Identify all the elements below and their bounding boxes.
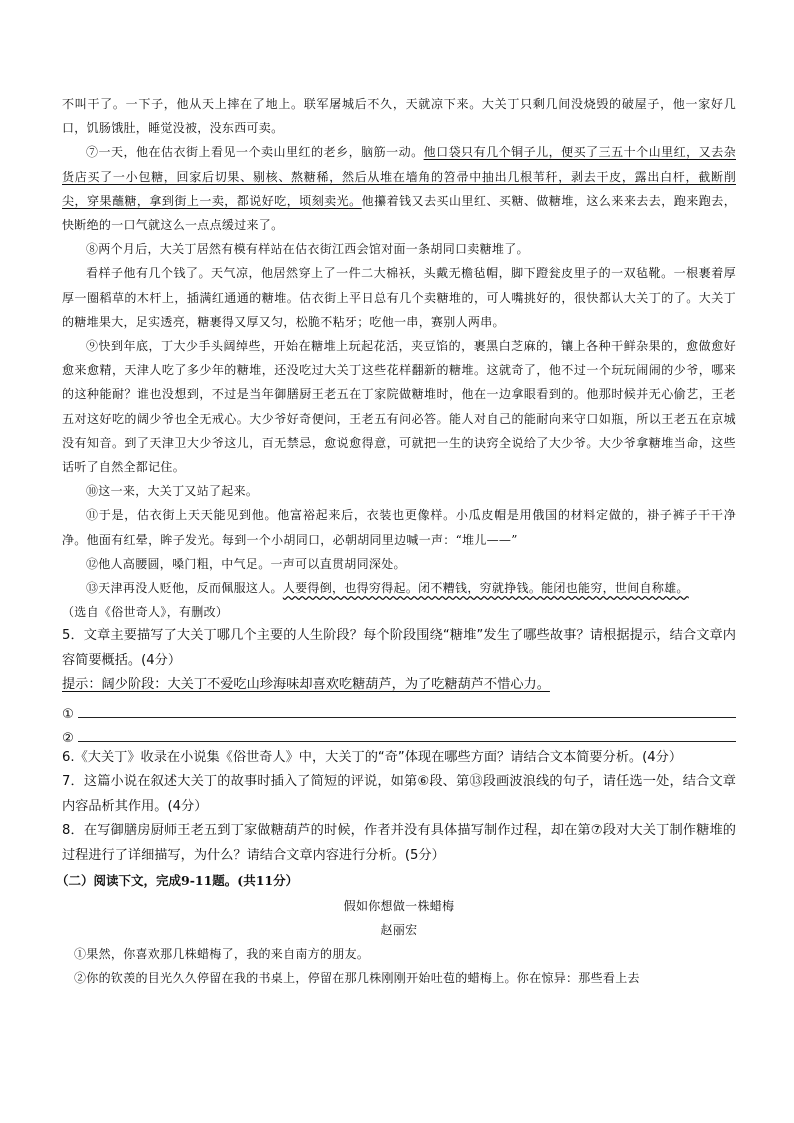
- question-6: 6.《大关丁》收录在小说集《俗世奇人》中，大关丁的“奇”体现在哪些方面？请结合文本简要分析。(4分）: [62, 749, 683, 765]
- essay-paragraph-2: ②你的钦羡的目光久久停留在我的书桌上，停留在那几株刚刚开始吐苞的蜡梅上。你在惊异：那些看上去: [74, 971, 640, 986]
- page: [56, 92, 736, 990]
- story-source: （选自《俗世奇人》，有删改）: [62, 605, 229, 620]
- story-paragraph-10: ⑩这一来，大关丁又站了起来。: [86, 484, 259, 499]
- question-7: 7．这篇小说在叙述大关丁的故事时插入了简短的评说，如第⑥段、第⑬段画波浪线的句子，请任选一处，结合文章内容品析其作用。(4分）: [62, 774, 736, 814]
- story-paragraph-7-end: 他攥着钱又去买山里红、买糖、做糖堆，这么来来去去，跑来跑去，快断绝的一口气就这么一点点缓过来了。: [62, 193, 736, 233]
- essay-title: 假如你想做一株蜡梅: [343, 899, 455, 914]
- wavy-underlined-sentence: 人要得倒，也得穷得起。闭不糟钱，穷就挣钱。能闭也能穷，世间自称雄。: [282, 581, 689, 596]
- answer-rule-1: [78, 716, 736, 718]
- story-body: [62, 92, 736, 624]
- story-paragraph-13-start: ⑬天津再没人贬他，反而佩服这人。: [86, 581, 283, 596]
- story-paragraph-12: ⑫他人高腰圆，嗓门粗，中气足。一声可以直贯胡同深处。: [86, 556, 406, 571]
- question-5: 5．文章主要描写了大关丁哪几个主要的人生阶段？每个阶段围绕“糖堆”发生了哪些故事？请根据提示，结合文章内容简要概括。(4分）: [62, 628, 736, 668]
- section-2-heading: （二）阅读下文，完成9-11题。(共11分）: [56, 873, 299, 889]
- blank-number-2: ②: [62, 730, 74, 746]
- underlined-sentence: 他口袋只有几个铜子儿，便买了三五十个山里红，又去杂货店买了一小包糖，回家后切果、剔核、熬糖稀，然后从堆在墙角的笤帚中抽出几根苇秆，剥去干皮，露出白杆，截断削尖，穿果蘸糖，拿到街上一卖，都说好吃，顷刻卖光。: [62, 145, 736, 208]
- story-paragraph-8: ⑧两个月后，大关丁居然有模有样站在估衣街江西会馆对面一条胡同口卖糖堆了。: [86, 242, 529, 257]
- questions: [62, 624, 736, 868]
- story-paragraph-0: 不叫干了。一下子，他从天上摔在了地上。联军屠城后不久，天就凉下来。大关丁只剩几间没烧毁的破屋子，他一家好几口，饥肠饿肚，睡觉没被，没东西可卖。: [62, 97, 736, 136]
- essay: [62, 894, 736, 990]
- hint-text: 提示：阔少阶段：大关丁不爱吃山珍海味却喜欢吃糖葫芦，为了吃糖葫芦不惜心力。: [62, 677, 550, 693]
- essay-paragraph-1: ①果然，你喜欢那几株蜡梅了，我的来自南方的朋友。: [74, 947, 370, 962]
- story-paragraph-11: ⑪于是，估衣街上天天能见到他。他富裕起来后，衣装也更像样。小瓜皮帽是用俄国的材料定做的，褂子裤子干干净净。他面有红晕，眸子发光。每到一个小胡同口，必朝胡同里边喊一声：“堆儿——”: [62, 508, 736, 547]
- story-paragraph-13: [62, 576, 736, 600]
- answer-blank-1[interactable]: [62, 698, 736, 722]
- blank-number-1: ①: [62, 706, 74, 722]
- question-8: 8．在写御膳房厨师王老五到丁家做糖葫芦的时候，作者并没有具体描写制作过程，却在第⑦段对大关丁制作糖堆的过程进行了详细描写，为什么？请结合文章内容进行分析。(5分）: [62, 823, 736, 863]
- answer-rule-2: [78, 740, 736, 742]
- story-paragraph-9: ⑨快到年底，丁大少手头阔绰些，开始在糖堆上玩起花活，夹豆馅的，裹黑白芝麻的，镶上各种干鲜杂果的，愈做愈好愈来愈精，天津人吃了多少年的糖堆，还没吃过大关丁这些花样翻新的糖堆。这就奇了，他不过一个玩玩闹闹的少爷，哪来的这种能耐？谁也没想到，不过是当年御膳厨王老五在丁家院做糖堆时，他在一边拿眼看到的。他那时候并无心偷艺，王老五对这好吃的阔少爷也全无戒心。大少爷好奇便问，王老五有问必答。能人对自己的能耐向来守口如瓶，所以王老五在京城没有知音。到了天津卫大少爷这儿，百无禁忌，愈说愈得意，可就把一生的诀窍全说给了大少爷。大少爷拿糖堆当命，这些话听了自然全都记住。: [62, 339, 736, 475]
- story-paragraph-8b: 看样子他有几个钱了。天气凉，他居然穿上了一件二大棉袄，头戴无檐毡帽，脚下蹬瓮皮里子的一双毡靴。一根裹着厚厚一圈稻草的木杆上，插满红通通的糖堆。估衣街上平日总有几个卖糖堆的，可人嘴挑好的，很快都认大关丁的了。大关丁的糖堆果大，足实透亮，糖裹得又厚又匀，松脆不粘牙；吃他一串，赛别人两串。: [62, 266, 736, 329]
- answer-blank-2[interactable]: [62, 722, 736, 746]
- question-5-hint: [62, 673, 736, 698]
- story-paragraph-7-start: ⑦一天，他在估衣街上看见一个卖山里红的老乡，脑筋一动。: [86, 145, 424, 160]
- essay-author: 赵丽宏: [380, 923, 418, 938]
- story-paragraph-7: [62, 140, 736, 237]
